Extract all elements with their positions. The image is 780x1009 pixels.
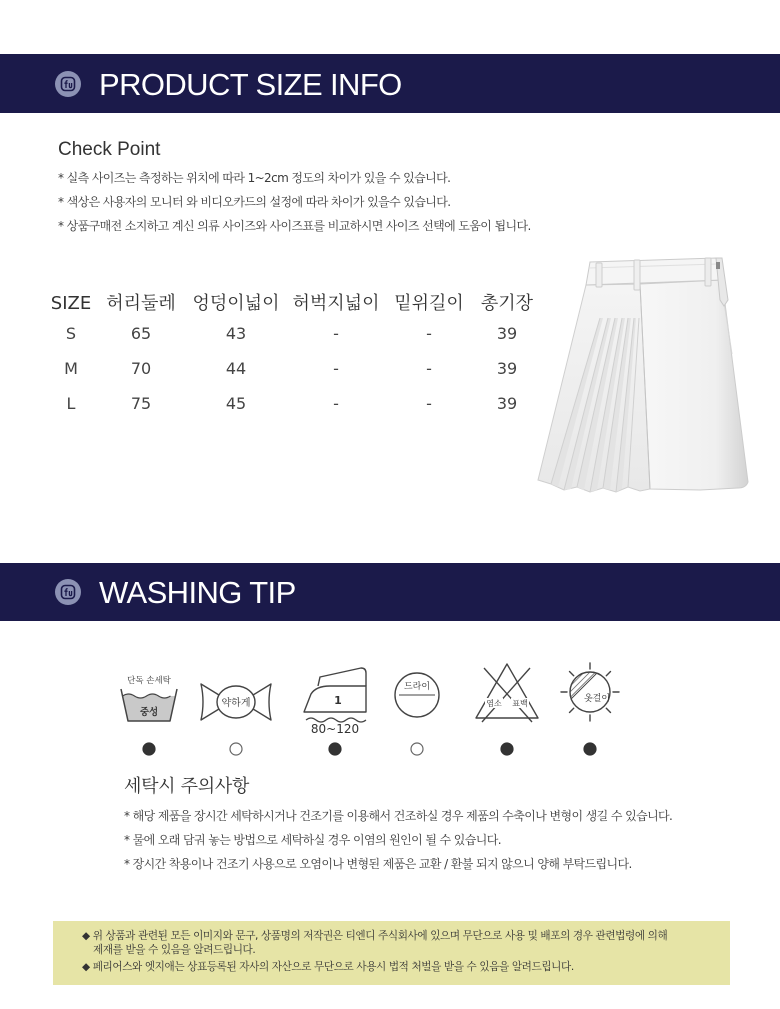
care-label: 염소 [486,699,502,708]
size-table-header: SIZE [50,293,92,314]
check-point-note: * 색상은 사용자의 모니터 와 비디오카드의 설정에 따라 차이가 있을수 있습니다. [58,195,451,209]
iron-icon [304,668,366,736]
size-table-cell: - [333,359,339,378]
copyright-notice-line: 제재를 받을 수 있음을 알려드립니다. [93,944,256,956]
washing-caution-notes [124,804,672,876]
size-info-banner [0,54,780,113]
care-label: 80~120 [310,722,360,736]
size-table-cell: 44 [225,359,247,378]
product-photo [530,250,760,505]
brand-logo-icon [55,579,81,605]
size-table-cell: 39 [496,394,518,413]
care-label: 약하게 [221,698,251,709]
size-table-cell: 45 [225,394,247,413]
washing-caution-note: * 장시간 착용이나 건조기 사용으로 오염이나 변형된 제품은 교환 / 환불 되지 않으니 양해 부탁드립니다. [124,857,632,871]
washing-caution-note: * 물에 오래 담궈 놓는 방법으로 세탁하실 경우 이염의 원인이 될 수 있습니다. [124,833,501,847]
care-label: 옷걸이 [583,694,611,704]
dry-clean-icon [395,673,439,717]
care-label: 중성 [139,707,159,718]
size-table-cell: S [65,324,77,343]
care-selected-dot [230,743,242,755]
size-table-header: 총기장 [480,293,534,314]
hand-wash-tub-icon [121,675,177,721]
check-point-note: * 상품구매전 소지하고 계신 의류 사이즈와 사이즈표를 비교하시면 사이즈 선택에 도움이 됩니다. [58,219,531,233]
size-table-header: 허벅지넓이 [292,293,380,314]
size-table-cell: 39 [496,324,518,343]
size-table-cell: 70 [130,359,152,378]
care-label: 단독 손세탁 [127,676,171,686]
care-label: 드라이 [403,682,431,692]
washing-caution-note: * 해당 제품을 장시간 세탁하시거나 건조기를 이용해서 건조하실 경우 제품의 수축이나 변형이 생길 수 있습니다. [124,809,673,823]
care-selected-dot [411,743,423,755]
care-label: 1 [334,694,342,707]
care-selected-dot [143,743,155,755]
care-icons-row [0,650,780,762]
brand-logo-icon [55,71,81,97]
washing-caution-heading: 세탁시 주의사항 [124,776,250,797]
copyright-notice-box [53,921,730,985]
check-point-notes [58,166,531,238]
copyright-notice-line: ◆ 위 상품과 관련된 모든 이미지와 문구, 상품명의 저작권은 티엔디 주식회사에 있으며 무단으로 사용 및 배포의 경우 관련법령에 의해 [82,930,668,942]
size-table-cell: 65 [130,324,152,343]
gentle-wash-candy-icon [201,684,271,720]
size-table-cell: - [333,394,339,413]
size-table-cell: 43 [225,324,247,343]
size-table-cell: - [426,324,432,343]
size-table-cell: - [426,394,432,413]
hang-dry-icon [561,663,619,721]
care-selected-dot [501,743,513,755]
no-chlorine-bleach-icon [476,664,538,722]
size-table-cell: 75 [130,394,152,413]
size-table-cell: 39 [496,359,518,378]
size-table-cell: - [426,359,432,378]
size-table-header: 엉덩이넓이 [192,293,280,314]
size-table-cell: M [64,359,78,378]
size-info-title: PRODUCT SIZE INFO [99,66,402,102]
size-table-cell: L [66,394,76,413]
size-table-cell: - [333,324,339,343]
washing-tip-banner [0,563,780,621]
washing-tip-title: WASHING TIP [99,575,296,610]
check-point-heading: Check Point [58,139,161,160]
care-selected-dot [329,743,341,755]
care-selected-dot [584,743,596,755]
copyright-notice-line: ◆ 페리어스와 엣지애는 상표등록된 자사의 자산으로 무단으로 사용시 법적 처벌을 받을 수 있음을 알려드립니다. [82,961,574,973]
size-table [41,292,537,421]
care-label: 표백 [512,699,528,708]
check-point-note: * 실측 사이즈는 측정하는 위치에 따라 1~2cm 정도의 차이가 있을 수 있습니다. [58,171,451,185]
size-table-header: 밑위길이 [394,293,464,314]
size-table-header: 허리둘레 [106,293,176,314]
